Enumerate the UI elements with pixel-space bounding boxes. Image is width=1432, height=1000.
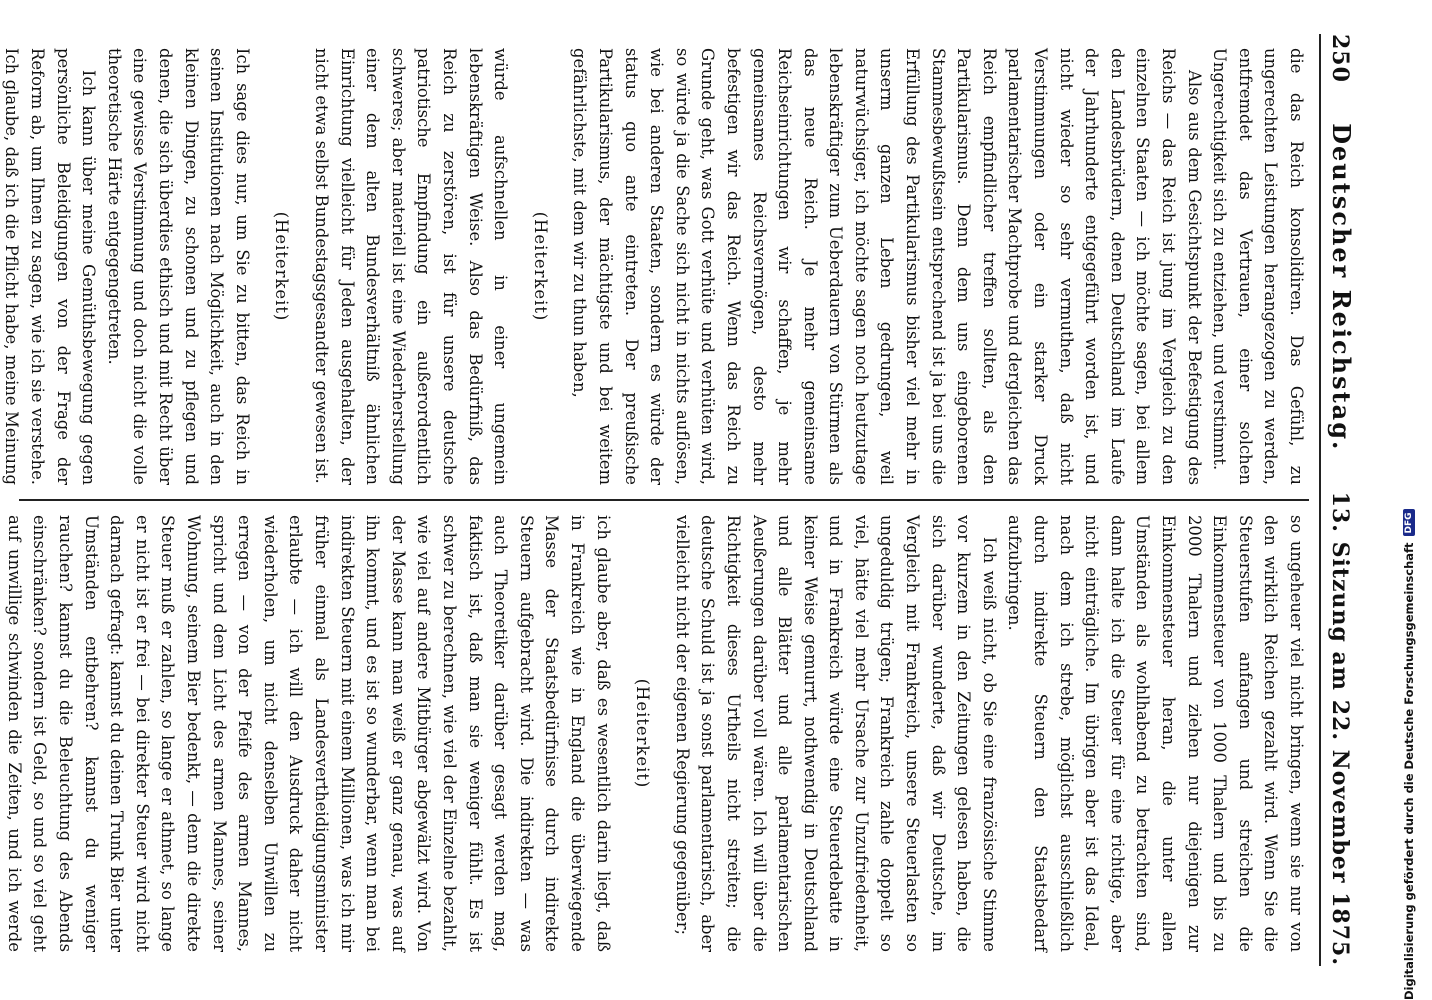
paragraph: Ich kann über meine Gemüthsbewegung gegen persönliche Beleidigungen von der Frage der Reform ab, um Ihnen zu sagen, wie ich sie verstehe. Ich glaube, daß ich die Pflicht habe, meine Meinung — [2, 48, 99, 485]
paragraph: die das Reich konsolidiren. Das Gefühl, zu ungerechten Leistungen herangezogen zu werden, entfremdet das Vertrauen, einer solchen Ungerechtigkeit sich zu entziehen, und verstimmt. — [1210, 48, 1306, 485]
page-header — [1319, 34, 1356, 966]
footer-text: Digitalisierung gefördert durch die Deutsche Forschungsgemeinschaft — [1402, 542, 1416, 1000]
paragraph: würde aufschnellen in einer ungemein lebenskräftigen Weise. Also das Bedürfniß, das Reich zu zerstören, ist für unsere deutsche patriotische Empfindung ein außerordentlich schweres; aber materiell ist eine Wiederherstellung einer dem alten Bundesverhältniß ähnlichen Einrichtung vielleicht für Jeden ausgehalten, der nicht etwa selbst Bundestagsgesandter gewesen ist. — [312, 48, 511, 485]
interjection: (Heiterkeit) — [272, 211, 292, 322]
digitization-footer — [1402, 509, 1416, 1000]
paragraph: so ungeheuer viel nicht bringen, wenn sie nur von den wirklich Reichen gezahlt wird. Wenn Sie die Steuerstufen anfangen und streichen die Einkommensteuer von 1000 Thalern und bis zu 2000 Thalern und ziehen nur diejenigen zur Einkommensteuer heran, die unter allen Umständen als wohlhabend zu betrachten sind, dann halte ich die Steuer für eine richtige, aber nicht einträgliche. Im übrigen aber ist das Ideal, nach dem ich strebe, möglichst ausschließlich durch indirekte Steuern den Staatsbedarf aufzubringen. — [1005, 515, 1306, 952]
dfg-logo: DFG — [1403, 509, 1415, 536]
interjection: (Heiterkeit) — [633, 678, 653, 789]
paragraph: Also aus dem Gesichtspunkt der Befestigung des Reichs — das Reich ist jung im Vergleich zu den einzelnen Staaten — ich möchte sagen, bei allem den Landesbrüdern, denen Deutschland im Laufe der Jahrhunderte entgegeführt worden ist, und nicht wieder so sehr vermuthen, daß nicht Verstimmungen oder ein starker Druck parlamentarischer Machtprobe und dergleichen das Reich empfindlicher treffen sollten, als den Partikularismus. Denn dem uns eingeborenen Stammesbewußtsein entsprechend ist ja bei uns die Erfüllung des Partikularismus bisher viel mehr in unserm ganzen Leben gedrungen, weil naturwüchsiger, ich möchte sagen noch heutzutage lebenskräftiger zum Ueberdauern von Stürmen als das neue Reich. Je mehr gemeinsame Reichseinrichtungen wir schaffen, je mehr gemeinsames Reichsvermögen, desto mehr befestigen wir das Reich. Wenn das Reich zu Grunde geht, was Gott verhüte und verhüten wird, so würde ja die Sache sich nicht in nichts auflösen, wie bei anderen Staaten, sondern es würde der status quo ante eintreten. Der preußische Partikularismus, der mächtigste und bei weitem gefährlichste, mit dem wir zu thun haben, — [570, 48, 1204, 485]
paragraph: Ich sage dies nur, um Sie zu bitten, das Reich in seinen Institutionen nach Möglichkeit, auch in den kleinen Dingen, zu schonen und zu pflegen und denen, die sich überdies ethisch und mit Recht über eine gewisse Verstimmung und doch nicht die volle theoretische Härte entgegengetreten. — [104, 48, 252, 485]
text-columns — [2, 34, 1309, 966]
page-title: Deutscher Reichstag. — [1327, 123, 1356, 452]
page-number: 250 — [1327, 34, 1353, 83]
right-column — [4, 501, 1309, 966]
interjection: (Heiterkeit) — [530, 211, 550, 322]
left-column — [2, 34, 1309, 499]
paragraph: ich glaube aber, daß es wesentlich darin liegt, daß in Frankreich wie in England die überwiegende Masse der Staatsbedürfnisse durch indirekte Steuern aufgebracht wird. Die indirekten — was auch Theoretiker darüber gesagt werden mag, faktisch ist, daß man sie weniger fühlt. Es ist schwer zu berechnen, wie viel der Einzelne bezahlt, wie viel auf andere Mitbürger abgewälzt wird. Von der Masse kann man weiß er ganz genau, was auf ihn kommt, und es ist so wunderbar, wenn man bei indirekten Steuern mit einem Millionen, was ich mir früher einmal als Landesvertheidigungsminister erlaubte — ich will den Ausdruck daher nicht wiederholen, um nicht denselben Unwillen zu erregen — von der Pfeife des armen Mannes, spricht und dem Licht des armen Mannes, seiner Wohnung, seinem Bier bedenkt, — denn die direkte Steuer muß er zahlen, so lange er athmet, so lange er nicht ist er frei — bei direkter Steuer wird nicht darnach gefragt: kannst du deinen Trunk Bier unter Umständen entbehren? kannst du weniger rauchen? kannst du die Beleuchtung des Abends einschränken? sondern ist Geld, so und so viel geht auf unwillige schwinden die Zeiten, und ich werde — [4, 515, 613, 952]
session-line: 13. Sitzung am 22. November 1875. — [1327, 491, 1353, 966]
paragraph: Ich weiß nicht, ob Sie eine französische Stimme vor kurzem in den Zeitungen gelesen haben, die sich darüber wunderte, daß wir Deutsche, im Vergleich mit Frankreich, unsere Steuerlasten so ungeduldig trügen; Frankreich zahle doppelt so viel, hätte viel mehr Ursache zur Unzufriedenheit, und in Frankreich würde eine Steuerdebatte in keiner Weise gemurrt, nothwendig in Deutschland und alle Blätter und alle parlamentarischen Aeußerungen darüber voll wären. Ich will über die Richtigkeit dieses Urtheils nicht streiten; die deutsche Schuld ist ja sonst parlamentarisch, aber vielleicht nicht der eigenen Regierung gegenüber; — [672, 515, 999, 952]
